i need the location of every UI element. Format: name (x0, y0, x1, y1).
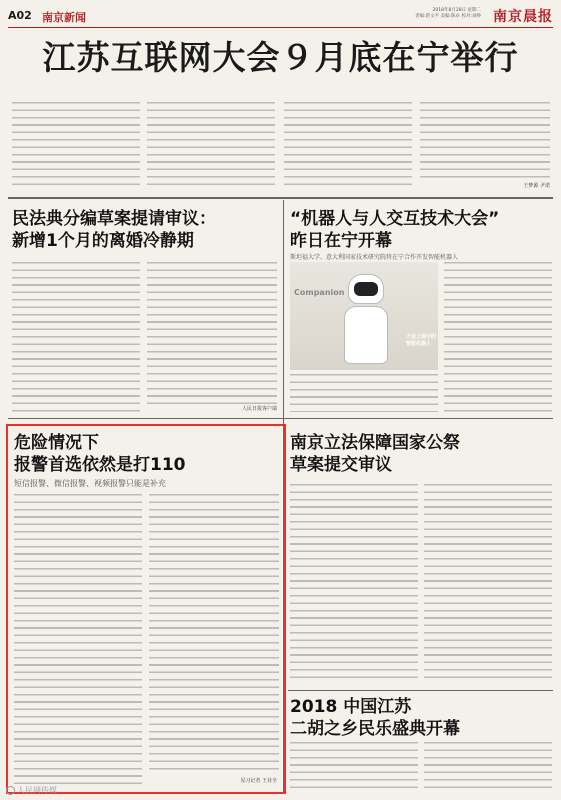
robot-subtitle: 斯坦福大学、意大利国家技术研究院将在宁合作开发智能机器人 (290, 254, 459, 261)
issue-info (391, 8, 481, 20)
robot-body-col2 (290, 374, 438, 412)
divorce-body-col1 (12, 262, 140, 412)
divorce-title-line2: 新增1个月的离婚冷静期 (12, 231, 194, 251)
law-title (290, 432, 552, 476)
robot-photo (290, 262, 438, 370)
issue-date: 2018年8月28日 星期二 (432, 8, 481, 13)
law-title-line1: 南京立法保障国家公祭 (290, 433, 460, 453)
lead-headline: 江苏互联网大会９月底在宁举行 (42, 38, 519, 77)
watermark-icon (6, 786, 15, 795)
divider (288, 690, 553, 691)
lead-body-col1 (12, 102, 140, 190)
law-body-col2 (424, 484, 552, 684)
robot-title-line1: “机器人与人交互技术大会” (290, 209, 500, 229)
photo-brand-text: Companion (294, 288, 345, 297)
alarm-title (14, 432, 280, 476)
divider (8, 418, 553, 419)
robot-title-line2: 昨日在宁开幕 (290, 231, 392, 251)
newspaper-brand: 南京晨报 (493, 9, 553, 25)
lead-body-col4 (420, 102, 550, 182)
watermark-text: 人民网传媒 (17, 786, 57, 795)
issue-editors: 责编:蒋文平 美编:陈卓 校对:刘峥 (415, 14, 481, 19)
photo-caption: 大会上展示的智能机器人 (406, 334, 437, 347)
alarm-title-line2: 报警首选依然是打110 (14, 455, 186, 475)
robot-face (354, 282, 378, 296)
divorce-title (12, 208, 280, 252)
alarm-body-col1 (14, 494, 142, 786)
divider (8, 197, 553, 199)
law-title-line2: 草案提交审议 (290, 455, 392, 475)
masthead (8, 6, 553, 28)
divorce-body-col2 (147, 262, 277, 404)
lead-byline: 王梦源 尹诺 (523, 183, 550, 189)
divorce-byline: 人民日报客户端 (241, 406, 277, 412)
page-number: A02 (8, 9, 32, 22)
robot-body (344, 306, 388, 364)
lead-body-col2 (147, 102, 275, 190)
festival-body-col2 (424, 742, 552, 794)
festival-title-line2: 二胡之乡民乐盛典开幕 (290, 719, 460, 739)
alarm-title-line1: 危险情况下 (14, 433, 99, 453)
lead-body-col3 (284, 102, 412, 190)
festival-title (290, 696, 552, 740)
robot-body-col1 (444, 262, 552, 412)
watermark (6, 785, 57, 796)
law-body-col1 (290, 484, 418, 684)
alarm-byline: 见习记者 王业全 (240, 778, 277, 784)
festival-body-col1 (290, 742, 418, 794)
robot-title (290, 208, 552, 252)
alarm-subtitle: 短信报警、微信报警、视频报警只能是补充 (14, 479, 166, 488)
alarm-body-col2 (149, 494, 279, 774)
divorce-title-line1: 民法典分编草案提请审议： (12, 209, 216, 229)
festival-title-line1: 2018 中国江苏 (290, 697, 412, 717)
section-title: 南京新闻 (42, 11, 86, 24)
